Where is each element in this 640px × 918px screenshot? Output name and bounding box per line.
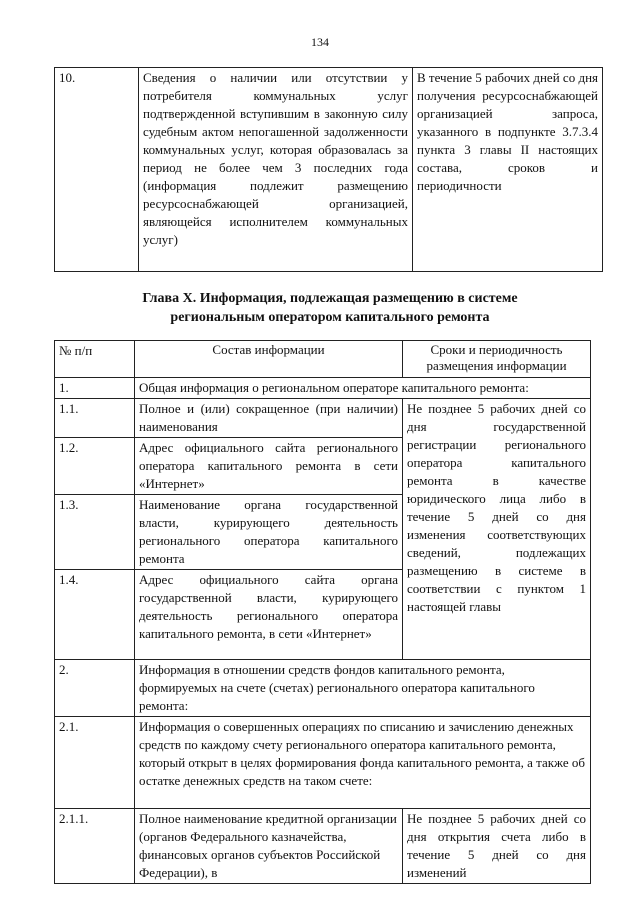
- table-row: [55, 68, 603, 272]
- row-timing: В течение 5 рабочих дней со дня получения ресурсоснабжающей организацией запроса, указанного в подпункте 3.7.3.4 пункта 3 главы II настоящих состава, сроков и периодичности: [413, 68, 603, 272]
- header-content: Состав информации: [135, 341, 403, 378]
- row-timing: Не позднее 5 рабочих дней со дня государственной регистрации регионального оператора капитального ремонта в качестве юридического лица либо в течение 5 дней со дня изменения соответствующих сведений, подлежащих размещению в системе в соответствии с пунктом 1 настоящей главы: [403, 399, 591, 660]
- row-number: 1.: [55, 378, 135, 399]
- chapter-title-line2: региональным оператором капитального ремонта: [170, 310, 490, 325]
- page-number: 134: [311, 35, 329, 49]
- row-number: 10.: [55, 68, 139, 272]
- table-row: [55, 660, 591, 717]
- row-content: Полное наименование кредитной организации (органов Федерального казначейства, финансовых органов субъектов Российской Федерации), в: [135, 809, 403, 884]
- chapter-table: [54, 340, 591, 884]
- row-number: 2.1.: [55, 717, 135, 809]
- row-number: 1.2.: [55, 438, 135, 495]
- chapter-title-line1: Глава X. Информация, подлежащая размещению в системе: [142, 291, 518, 306]
- row-number: 2.1.1.: [55, 809, 135, 884]
- row-content: Информация о совершенных операциях по списанию и зачислению денежных средств по каждому счету регионального оператора капитального ремонта, который открыт в целях формирования фонда капитального ремонта, а также об остатке денежных средств на таком счете:: [135, 717, 591, 809]
- table-row: [55, 378, 591, 399]
- table-row: [55, 399, 591, 438]
- table-row: [55, 717, 591, 809]
- header-timing: Сроки и периодичность размещения информации: [403, 341, 591, 378]
- row-content: Адрес официального сайта регионального оператора капитального ремонта в сети «Интернет»: [135, 438, 403, 495]
- row-content: Информация в отношении средств фондов капитального ремонта, формируемых на счете (счетах) регионального оператора капитального ремонта:: [135, 660, 591, 717]
- row-timing: Не позднее 5 рабочих дней со дня открытия счета либо в течение 5 дней со дня изменений: [403, 809, 591, 884]
- row-content: Наименование органа государственной власти, курирующего деятельность регионального оператора капитального ремонта: [135, 495, 403, 570]
- row-content: Сведения о наличии или отсутствии у потребителя коммунальных услуг подтвержденной вступившим в законную силу судебным актом непогашенной задолженности коммунальных услуг, которая образовалась за период не более чем 3 последних года (информация подлежит размещению ресурсоснабжающей организацией, являющейся исполнителем коммунальных услуг): [139, 68, 413, 272]
- continued-table: [54, 67, 603, 272]
- row-number: 2.: [55, 660, 135, 717]
- header-num: № п/п: [55, 341, 135, 378]
- header-row: [55, 341, 591, 378]
- row-number: 1.3.: [55, 495, 135, 570]
- row-content: Адрес официального сайта органа государственной власти, курирующего деятельность регионального оператора капитального ремонта, в сети «Интернет»: [135, 570, 403, 660]
- table-row: [55, 809, 591, 884]
- row-number: 1.1.: [55, 399, 135, 438]
- row-number: 1.4.: [55, 570, 135, 660]
- row-content: Полное и (или) сокращенное (при наличии) наименования: [135, 399, 403, 438]
- row-content: Общая информация о региональном операторе капитального ремонта:: [135, 378, 591, 399]
- chapter-title: [60, 289, 600, 327]
